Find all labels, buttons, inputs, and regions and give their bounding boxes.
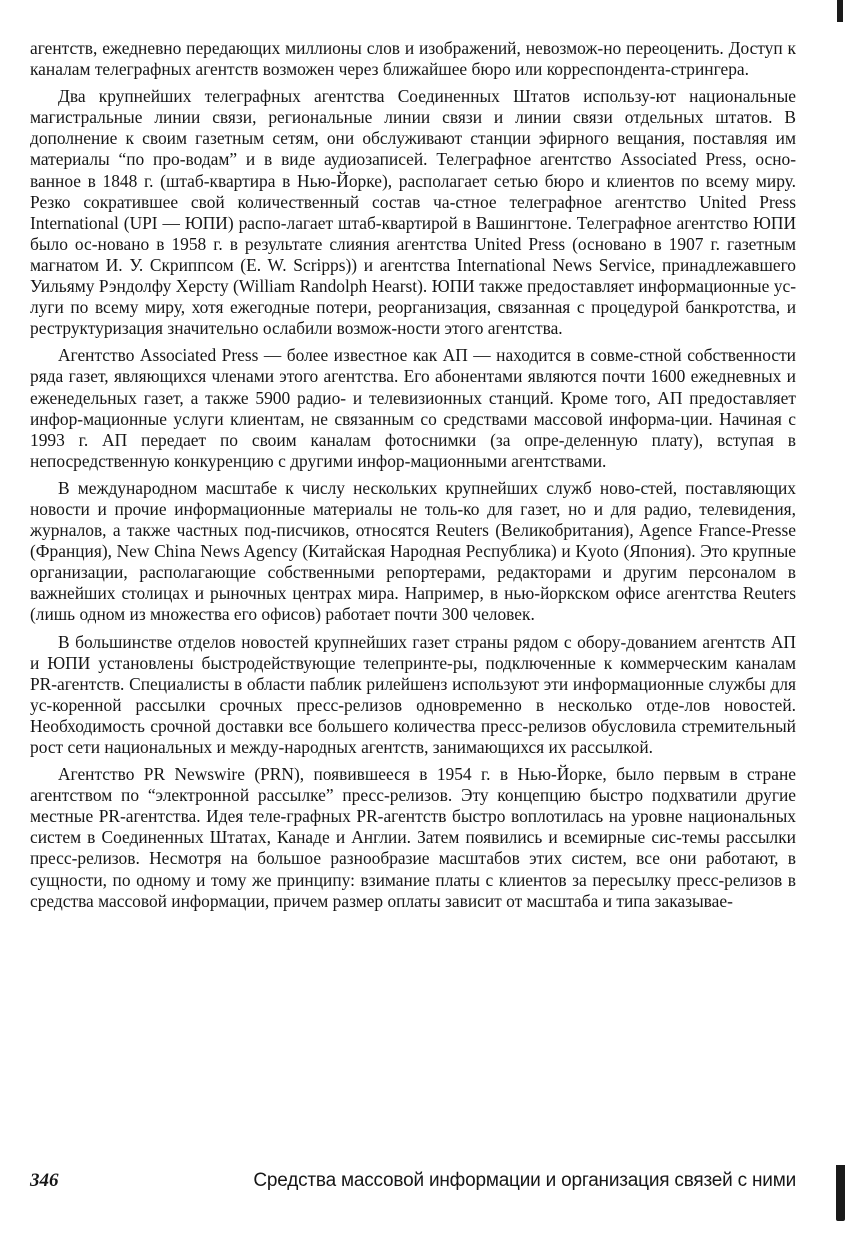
paragraph-1: агентств, ежедневно передающих миллионы слов и изображений, невозмож-но переоценить. Доступ к каналам телеграфных агентств возможен через ближайшее бюро или корреспондента-стрингера.: [30, 38, 796, 80]
paragraph-2: Два крупнейших телеграфных агентства Соединенных Штатов использу-ют национальные магистральные линии связи, региональные линии связи и линии связи отдельных штатов. В дополнение к своим газетным сетям, они обслуживают станции эфирного вещания, поставляя им материалы “по про-водам” и в виде аудиозаписей. Телеграфное агентство Associated Press, осно-ванное в 1848 г. (штаб-квартира в Нью-Йорке), располагает сетью бюро и клиентов по всему миру. Резко сократившее свой количественный состав ча-стное телеграфное агентство United Press International (UPI — ЮПИ) распо-лагает штаб-квартирой в Вашингтоне. Телеграфное агентство ЮПИ было ос-новано в 1958 г. в результате слияния агентства United Press (основано в 1907 г. газетным магнатом И. У. Скриппсом (E. W. Scripps)) и агентства International News Service, принадлежавшего Уильяму Рэндолфу Херсту (William Randolph Hearst). ЮПИ также предоставляет информационные ус-луги по всему миру, хотя ежегодные потери, реорганизация, связанная с процедурой банкротства, и реструктуризация значительно ослабили возмож-ности этого агентства.: [30, 86, 796, 339]
page-footer: [30, 1170, 796, 1200]
paragraph-4: В международном масштабе к числу нескольких крупнейших служб ново-стей, поставляющих новости и прочие информационные материалы не толь-ко для газет, но и для радио, телевидения, журналов, а также частных под-писчиков, относятся Reuters (Великобритания), Agence France-Presse (Франция), New China News Agency (Китайская Народная Республика) и Kyoto (Япония). Это крупные организации, располагающие собственными репортерами, редакторами и другим персоналом в важнейших столицах и рыночных центрах мира. Например, в нью-йоркском офисе агентства Reuters (лишь одном из множества его офисов) работает почти 300 человек.: [30, 477, 796, 625]
paragraph-3: Агентство Associated Press — более известное как АП — находится в совме-стной собственности ряда газет, являющихся членами этого агентства. Его абонентами являются почти 1600 ежедневных и еженедельных газет, а также 5900 радио- и телевизионных станций. Кроме того, АП предоставляет инфор-мационные услуги клиентам, не связанным со средствами массовой информа-ции. Начиная с 1993 г. АП передает по своим каналам фотоснимки (за опре-деленную плату), вступая в непосредственную конкуренцию с другими инфор-мационными агентствами.: [30, 345, 796, 471]
paragraph-5: В большинстве отделов новостей крупнейших газет страны рядом с обору-дованием агентств АП и ЮПИ установлены быстродействующие телепринте-ры, подключенные к коммерческим каналам PR-агентств. Специалисты в области паблик рилейшенз используют эти информационные службы для ус-коренной рассылки срочных пресс-релизов одновременно в несколько отде-лов новостей. Необходимость срочной доставки все большего количества пресс-релизов обусловила стремительный рост сети национальных и между-народных агентств, занимающихся их рассылкой.: [30, 631, 796, 757]
page-number: 346: [30, 1170, 59, 1191]
page-body: [30, 38, 796, 912]
paragraph-6: Агентство PR Newswire (PRN), появившееся в 1954 г. в Нью-Йорке, было первым в стране агентством по “электронной рассылке” пресс-релизов. Эту концепцию быстро подхватили другие местные PR-агентства. Идея теле-графных PR-агентств быстро воплотилась на уровне национальных систем в Соединенных Штатах, Канаде и Англии. Затем появились и всемирные сис-темы рассылки пресс-релизов. Несмотря на большое разнообразие масштабов этих систем, все они работают, в сущности, по одному и тому же принципу: взимание платы с клиентов за пересылку пресс-релизов в средства массовой информации, причем размер оплаты зависит от масштаба и типа заказывае-: [30, 764, 796, 911]
running-title: Средства массовой информации и организация связей с ними: [253, 1170, 796, 1191]
scan-edge-mark-bottom: [836, 1165, 845, 1221]
scan-edge-mark-top: [837, 0, 843, 22]
